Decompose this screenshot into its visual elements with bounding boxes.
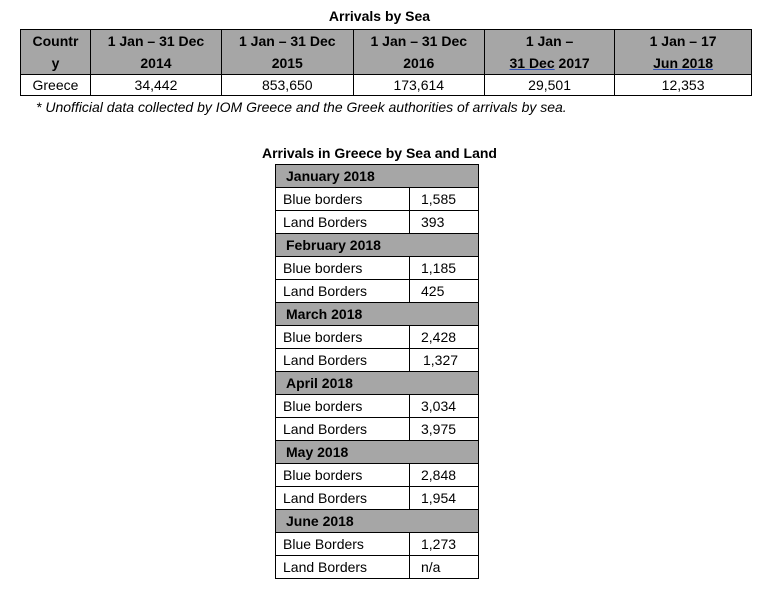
blue-borders-label: Blue borders	[276, 464, 410, 487]
land-table-title: Arrivals in Greece by Sea and Land	[262, 145, 497, 161]
table-row	[276, 464, 479, 487]
row-country: Greece	[21, 75, 91, 96]
table-row	[276, 280, 479, 303]
blue-borders-value: 1,185	[410, 257, 479, 280]
row-value-2017: 29,501	[485, 75, 615, 96]
month-header-row	[276, 441, 479, 464]
header-2018-line1: 1 Jan – 17	[649, 33, 717, 49]
header-2014-line1: 1 Jan – 31 Dec	[107, 33, 205, 49]
footnote: * Unofficial data collected by IOM Greece and the Greek authorities of arrivals by sea.	[36, 99, 567, 115]
land-borders-value: 393	[410, 211, 479, 234]
header-2018-line2: Jun 2018	[653, 55, 714, 71]
header-2017-line2-underlined: 31 Dec	[509, 55, 555, 71]
header-2014	[90, 30, 221, 75]
land-borders-value: n/a	[410, 556, 479, 579]
table-row	[276, 349, 479, 372]
table-row	[276, 487, 479, 510]
sea-table-title: Arrivals by Sea	[328, 8, 431, 24]
land-borders-label: Land Borders	[276, 418, 410, 441]
land-borders-value: 425	[410, 280, 479, 303]
land-borders-label: Land Borders	[276, 349, 410, 372]
month-header-row	[276, 303, 479, 326]
table-row	[276, 418, 479, 441]
arrivals-by-sea-and-land-table	[275, 164, 479, 579]
month-label: June 2018	[276, 510, 479, 533]
land-borders-value: 1,327	[410, 349, 479, 372]
month-header-row	[276, 165, 479, 188]
month-header-row	[276, 372, 479, 395]
month-header-row	[276, 510, 479, 533]
month-label: February 2018	[276, 234, 479, 257]
table-row	[276, 188, 479, 211]
sea-table-header-row	[21, 30, 752, 75]
header-2015-line1: 1 Jan – 31 Dec	[239, 33, 336, 49]
land-borders-label: Land Borders	[276, 211, 410, 234]
header-country	[21, 30, 91, 75]
blue-borders-value: 1,273	[410, 533, 479, 556]
header-2017-line1: 1 Jan –	[525, 33, 574, 49]
table-row	[276, 326, 479, 349]
header-2015	[222, 30, 354, 75]
blue-borders-label: Blue borders	[276, 188, 410, 211]
table-row	[21, 75, 752, 96]
table-row	[276, 211, 479, 234]
table-row	[276, 257, 479, 280]
row-value-2018: 12,353	[615, 75, 752, 96]
blue-borders-label: Blue borders	[276, 395, 410, 418]
land-borders-label: Land Borders	[276, 556, 410, 579]
land-borders-value: 3,975	[410, 418, 479, 441]
header-2016-line2: 2016	[403, 55, 435, 71]
header-2018	[615, 30, 752, 75]
month-label: April 2018	[276, 372, 479, 395]
header-2015-line2: 2015	[271, 55, 303, 71]
blue-borders-value: 2,428	[410, 326, 479, 349]
land-borders-label: Land Borders	[276, 487, 410, 510]
blue-borders-label: Blue Borders	[276, 533, 410, 556]
header-2016-line1: 1 Jan – 31 Dec	[370, 33, 468, 49]
blue-borders-value: 2,848	[410, 464, 479, 487]
land-borders-value: 1,954	[410, 487, 479, 510]
table-row	[276, 533, 479, 556]
month-header-row	[276, 234, 479, 257]
blue-borders-value: 1,585	[410, 188, 479, 211]
blue-borders-value: 3,034	[410, 395, 479, 418]
blue-borders-label: Blue borders	[276, 326, 410, 349]
month-label: March 2018	[276, 303, 479, 326]
month-label: May 2018	[276, 441, 479, 464]
header-2017	[485, 30, 615, 75]
header-country-line1: Countr	[32, 33, 79, 49]
land-borders-label: Land Borders	[276, 280, 410, 303]
blue-borders-label: Blue borders	[276, 257, 410, 280]
row-value-2016: 173,614	[353, 75, 485, 96]
header-2017-line2-year: 2017	[554, 55, 590, 71]
header-country-line2: y	[51, 55, 60, 71]
row-value-2015: 853,650	[222, 75, 354, 96]
row-value-2014: 34,442	[90, 75, 221, 96]
table-row	[276, 395, 479, 418]
header-2016	[353, 30, 485, 75]
month-label: January 2018	[276, 165, 479, 188]
arrivals-by-sea-table	[20, 29, 752, 96]
table-row	[276, 556, 479, 579]
header-2014-line2: 2014	[140, 55, 172, 71]
